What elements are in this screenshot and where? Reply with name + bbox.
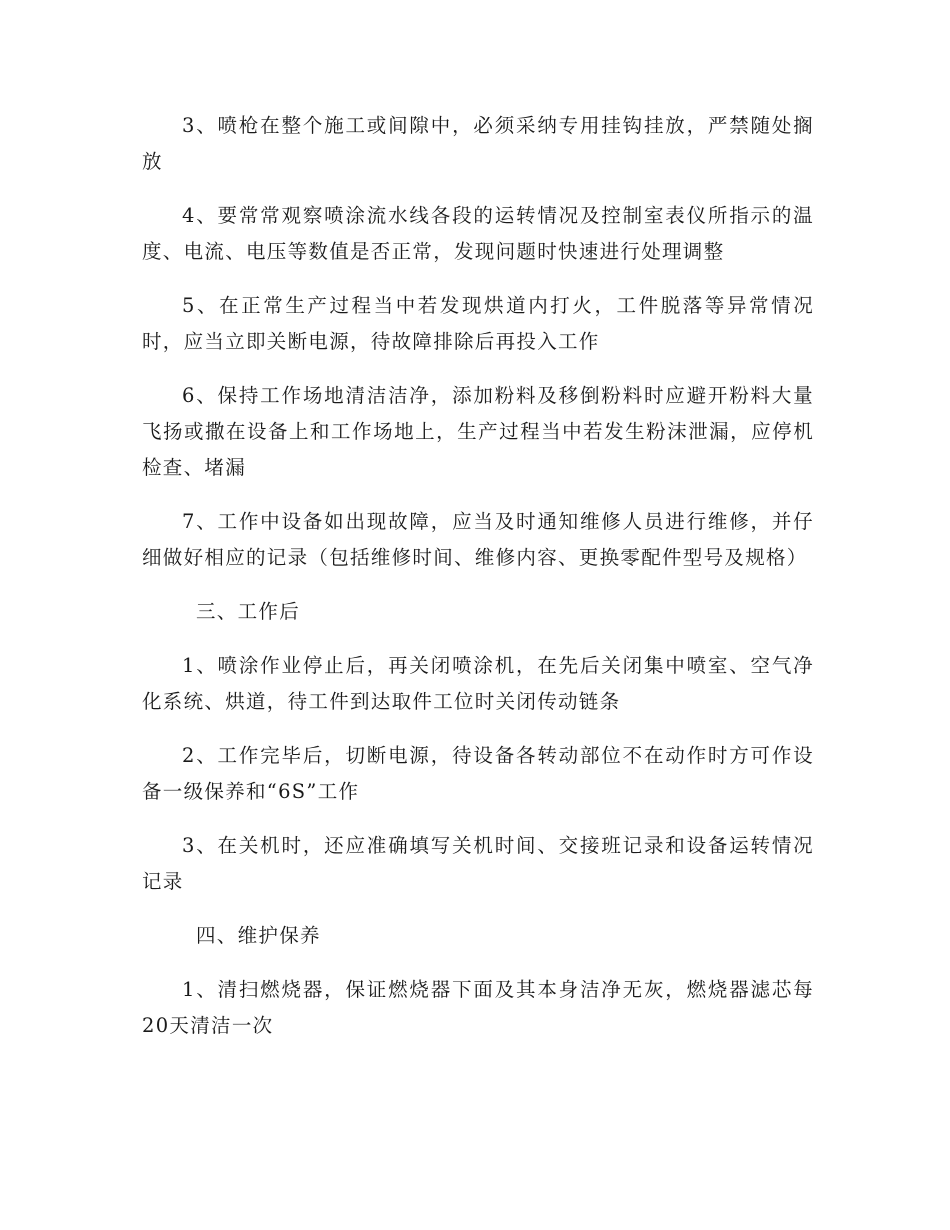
paragraph-after-work-3: 3、在关机时，还应准确填写关机时间、交接班记录和设备运转情况记录 — [142, 834, 814, 893]
section-heading-after-work: 三、工作后 — [196, 600, 301, 623]
paragraph-item-3-spray-gun: 3、喷枪在整个施工或间隙中，必须采纳专用挂钩挂放，严禁随处搁放 — [142, 114, 814, 173]
paragraph-maintenance-1: 1、清扫燃烧器，保证燃烧器下面及其本身洁净无灰，燃烧器滤芯每20天清洁一次 — [142, 978, 814, 1037]
paragraph-item-6-clean-site: 6、保持工作场地清洁洁净，添加粉料及移倒粉料时应避开粉料大量飞扬或撒在设备上和工作场地上，生产过程当中若发生粉沫泄漏，应停机检查、堵漏 — [142, 384, 814, 479]
paragraph-item-4-observe-line: 4、要常常观察喷涂流水线各段的运转情况及控制室表仪所指示的温度、电流、电压等数值是否正常，发现问题时快速进行处理调整 — [142, 204, 814, 263]
paragraph-after-work-2: 2、工作完毕后，切断电源，待设备各转动部位不在动作时方可作设备一级保养和“6S”工作 — [142, 744, 814, 803]
paragraph-item-7-equipment-fault: 7、工作中设备如出现故障，应当及时通知维修人员进行维修，并仔细做好相应的记录（包括维修时间、维修内容、更换零配件型号及规格） — [142, 510, 814, 569]
paragraph-after-work-1: 1、喷涂作业停止后，再关闭喷涂机，在先后关闭集中喷室、空气净化系统、烘道，待工件到达取件工位时关闭传动链条 — [142, 654, 814, 713]
document-body — [142, 108, 814, 1062]
section-heading-maintenance: 四、维护保养 — [196, 924, 321, 947]
paragraph-item-5-oven-fire: 5、在正常生产过程当中若发现烘道内打火，工件脱落等异常情况时，应当立即关断电源，待故障排除后再投入工作 — [142, 294, 814, 353]
